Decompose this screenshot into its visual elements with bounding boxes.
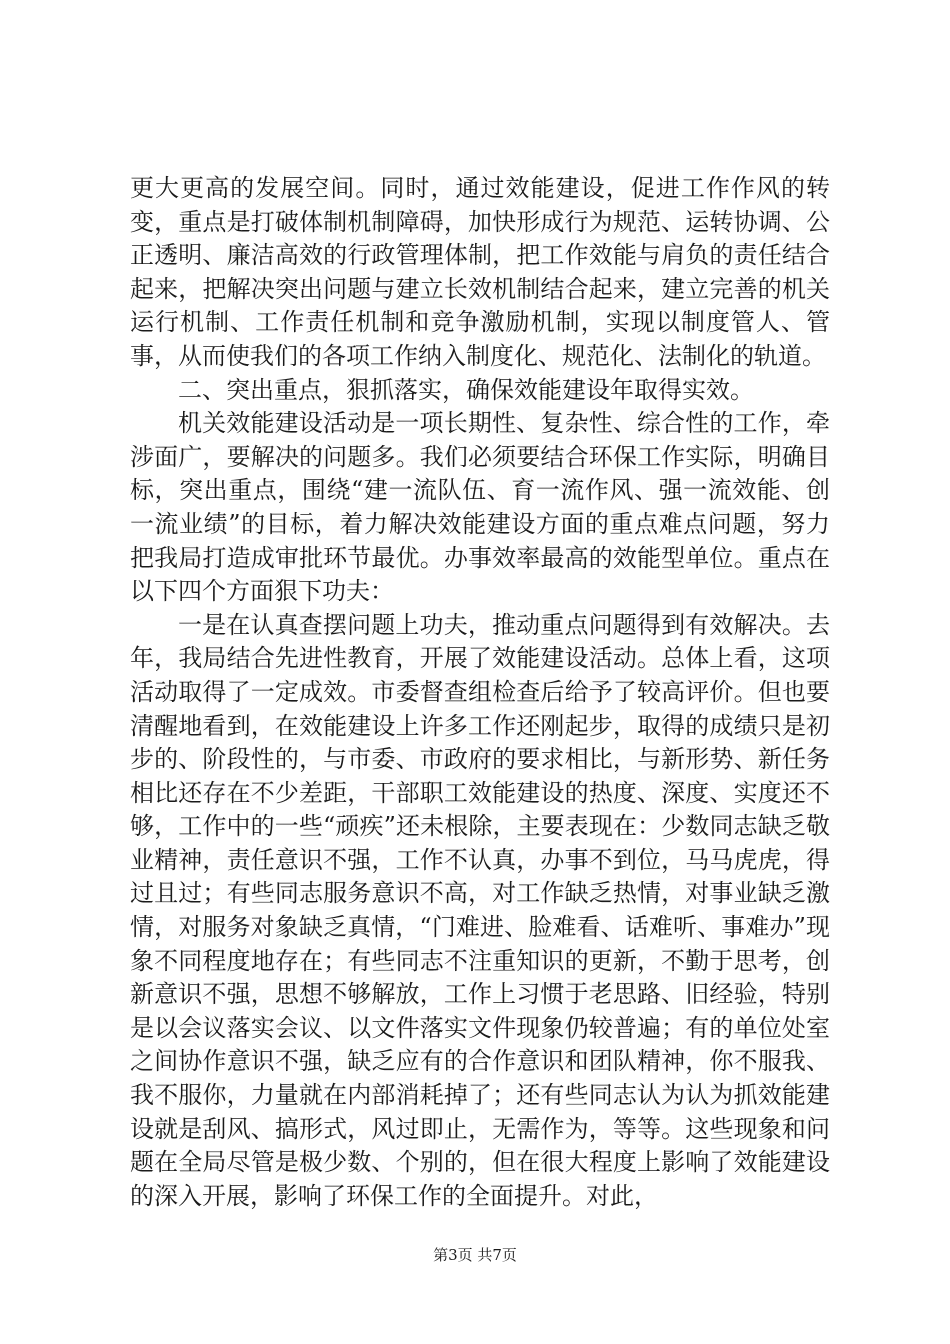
paragraph-4: 一是在认真查摆问题上功夫，推动重点问题得到有效解决。去年，我局结合先进性教育，开展了效能建设活动。总体上看，这项活动取得了一定成效。市委督查组检查后给予了较高评价。但也要清醒地看到，在效能建设上许多工作还刚起步，取得的成绩只是初步的、阶段性的，与市委、市政府的要求相比，与新形势、新任务相比还存在不少差距，干部职工效能建设的热度、深度、实度还不够，工作中的一些“顽疾”还未根除，主要表现在：少数同志缺乏敬业精神，责任意识不强，工作不认真，办事不到位，马马虎虎，得过且过；有些同志服务意识不高，对工作缺乏热情，对事业缺乏激情，对服务对象缺乏真情，“门难进、脸难看、话难听、事难办”现象不同程度地存在；有些同志不注重知识的更新，不勤于思考，创新意识不强，思想不够解放，工作上习惯于老思路、旧经验，特别是以会议落实会议、以文件落实文件现象仍较普遍；有的单位处室之间协作意识不强，缺乏应有的合作意识和团队精神，你不服我、我不服你，力量就在内部消耗掉了；还有些同志认为认为抓效能建设就是刮风、搞形式，风过即止，无需作为，等等。这些现象和问题在全局尽管是极少数、个别的，但在很大程度上影响了效能建设的深入开展，影响了环保工作的全面提升。对此， <box>130 610 830 1210</box>
document-body <box>130 172 830 1213</box>
paragraph-2-section-heading: 二、突出重点，狠抓落实，确保效能建设年取得实效。 <box>178 375 754 404</box>
paragraph-1: 更大更高的发展空间。同时，通过效能建设，促进工作作风的转变，重点是打破体制机制障碍，加快形成行为规范、运转协调、公正透明、廉洁高效的行政管理体制，把工作效能与肩负的责任结合起来，把解决突出问题与建立长效机制结合起来，建立完善的机关运行机制、工作责任机制和竞争激励机制，实现以制度管人、管事，从而使我们的各项工作纳入制度化、规范化、法制化的轨道。 <box>130 174 830 370</box>
paragraph-3: 机关效能建设活动是一项长期性、复杂性、综合性的工作，牵涉面广，要解决的问题多。我们必须要结合环保工作实际，明确目标，突出重点，围绕“建一流队伍、育一流作风、强一流效能、创一流业绩”的目标，着力解决效能建设方面的重点难点问题，努力把我局打造成审批环节最优。办事效率最高的效能型单位。重点在以下四个方面狠下功夫： <box>130 409 830 606</box>
page-number-footer: 第3页 共7页 <box>433 1246 517 1264</box>
